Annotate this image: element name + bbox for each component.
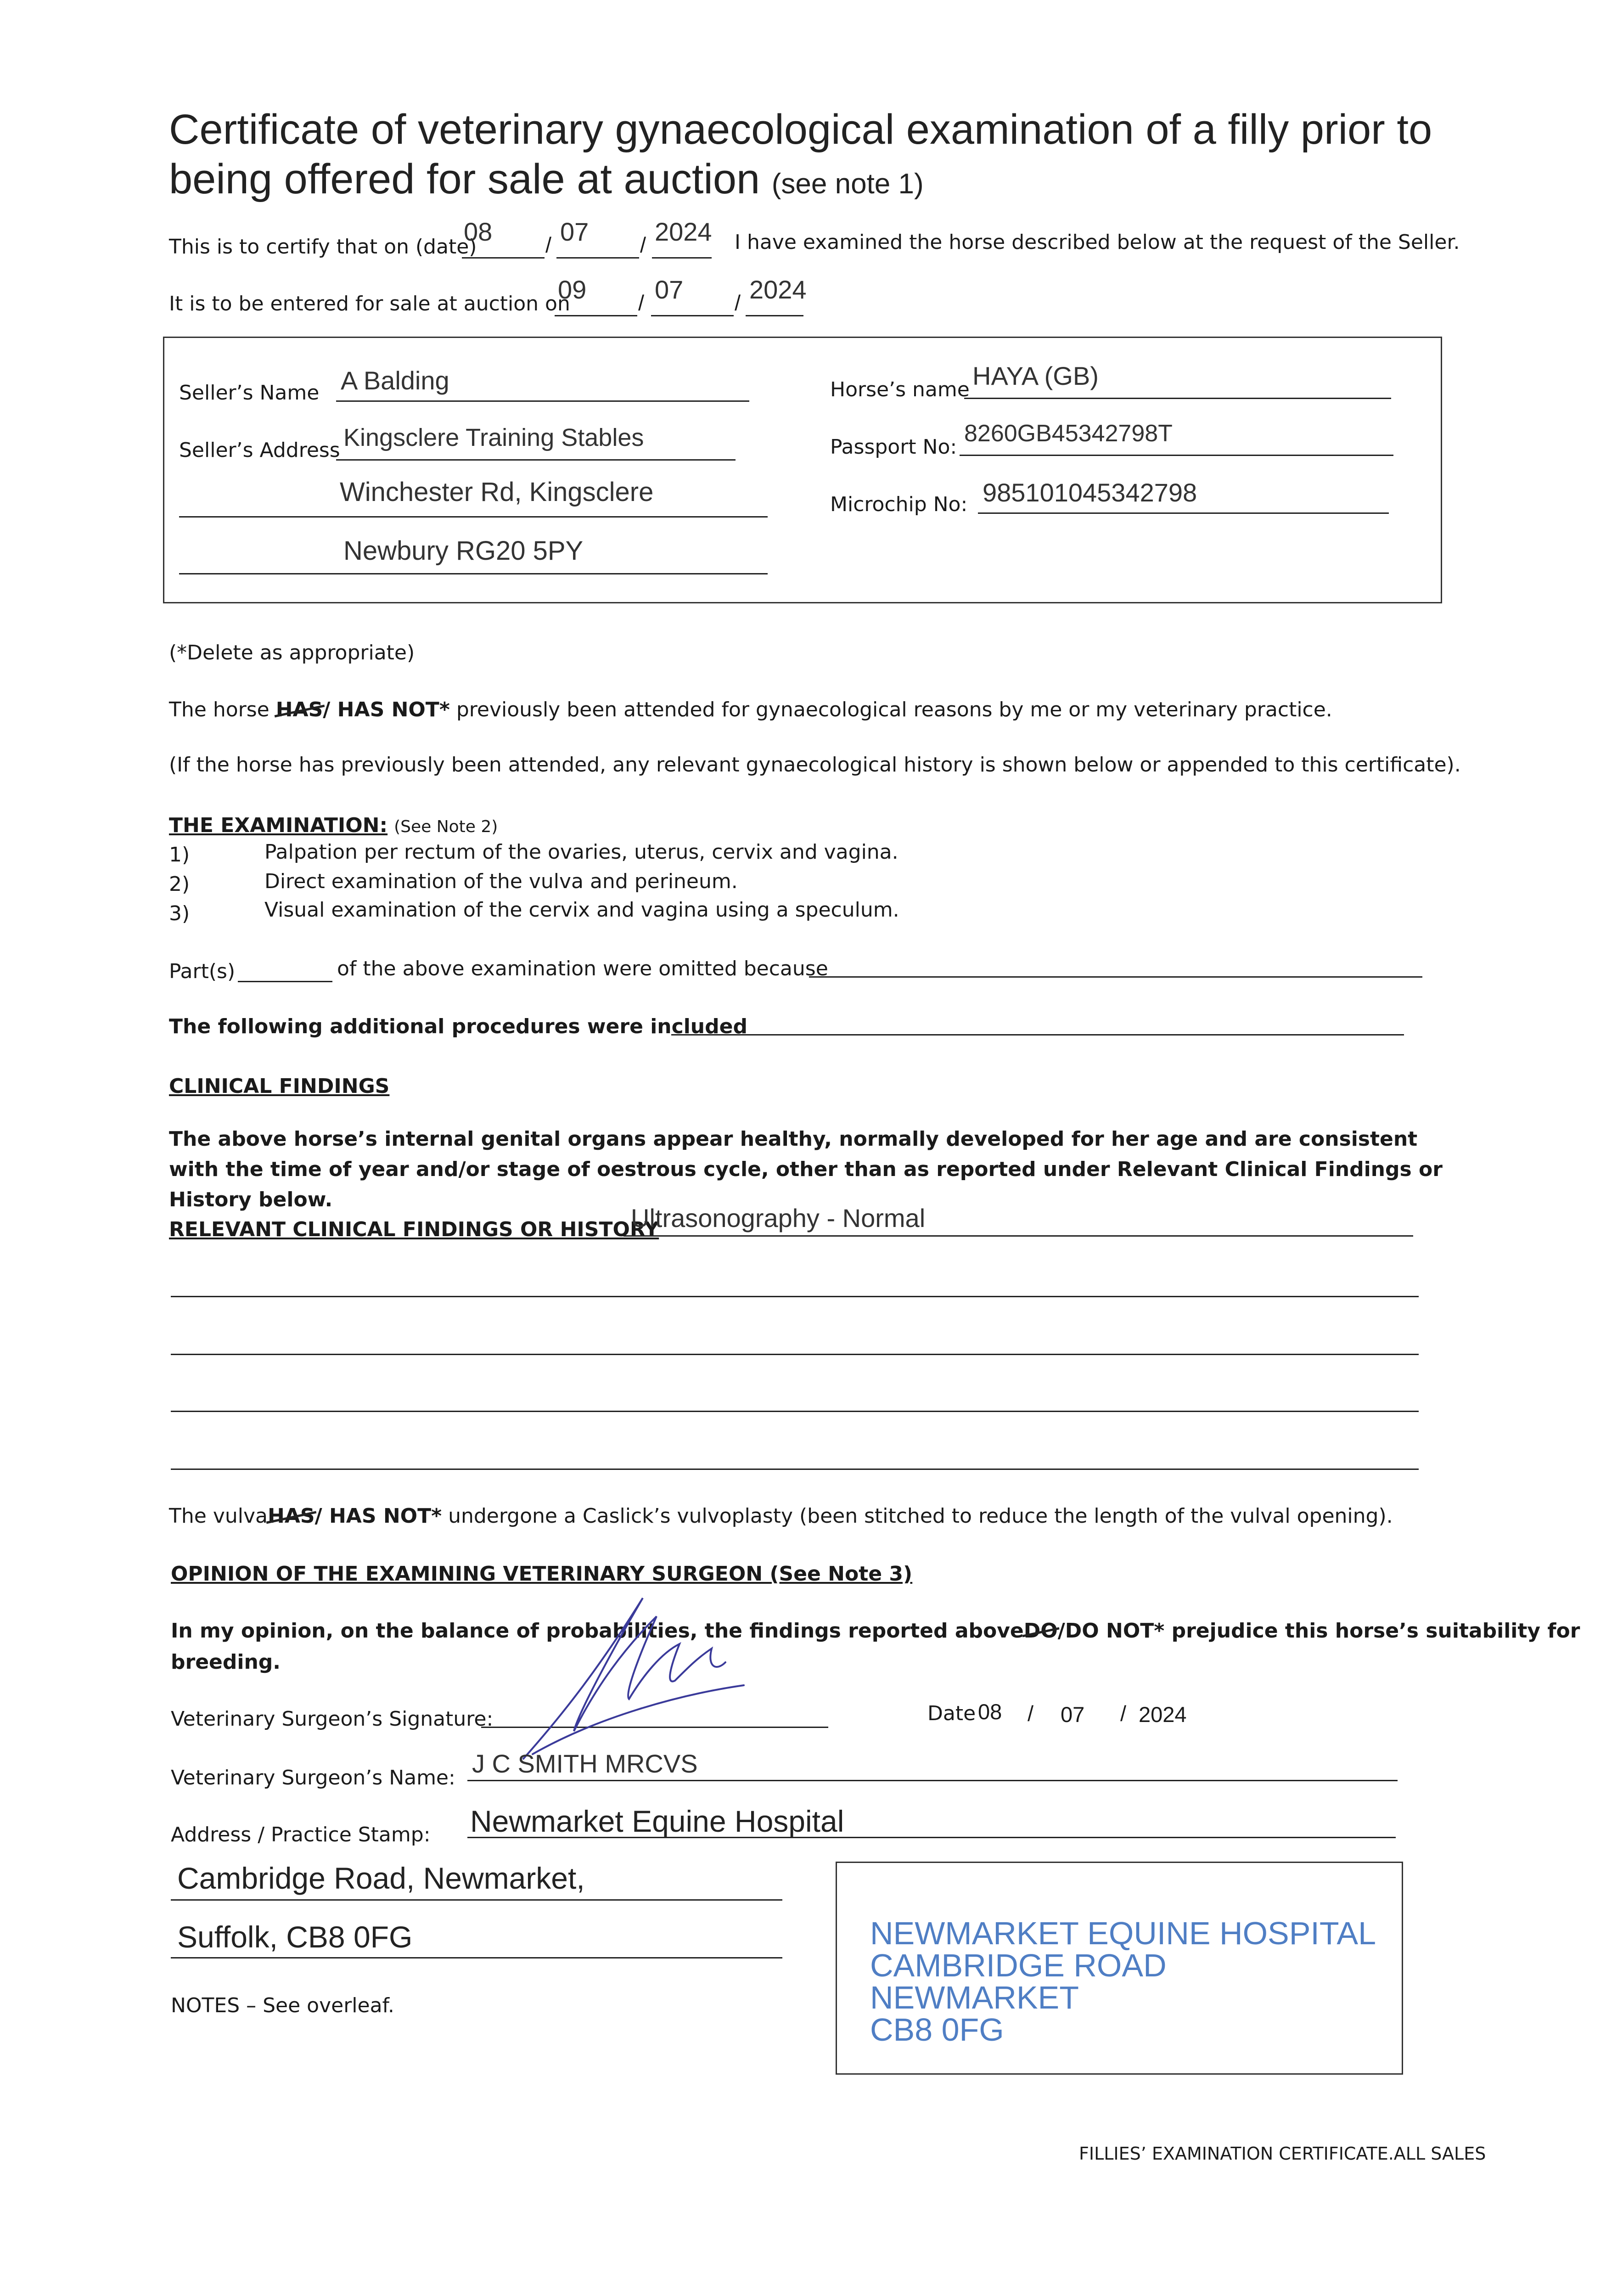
- attended-choice: / HAS NOT*: [323, 698, 450, 721]
- additional-procedures-label: The following additional procedures were included: [169, 1015, 747, 1038]
- clinical-findings-heading: CLINICAL FINDINGS: [169, 1075, 390, 1098]
- seller-address-label: Seller’s Address: [179, 439, 340, 462]
- stamp-line: NEWMARKET EQUINE HOSPITAL: [870, 1915, 1376, 1951]
- exam-item-text: Direct examination of the vulva and perineum.: [264, 870, 738, 893]
- examination-heading: THE EXAMINATION: (See Note 2): [169, 814, 498, 837]
- sale-date-month: 07: [655, 275, 684, 304]
- vulva-choice: / HAS NOT*: [314, 1504, 442, 1528]
- exam-item-text: Visual examination of the cervix and vagina using a speculum.: [264, 898, 899, 922]
- exam-item-num: 2): [169, 872, 190, 896]
- passport-number: 8260GB45342798T: [964, 420, 1173, 447]
- sale-date-prefix: It is to be entered for sale at auction on: [169, 292, 570, 315]
- seller-name-label: Seller’s Name: [179, 381, 320, 405]
- stamp-line: NEWMARKET: [870, 1980, 1079, 2015]
- practice-name: Newmarket Equine Hospital: [470, 1804, 844, 1838]
- attended-sentence: The horse HAS/ HAS NOT* previously been attended for gynaecological reasons by me or my veterinary practice.: [169, 698, 1332, 721]
- seller-address-line1: Kingsclere Training Stables: [343, 424, 644, 451]
- passport-label: Passport No:: [830, 435, 957, 459]
- microchip-label: Microchip No:: [830, 493, 968, 516]
- exam-date-day: 08: [464, 217, 493, 246]
- clinical-statement: The above horse’s internal genital organs appear healthy, normally developed for her age and are consistent with the time of year and/or stage of oestrous cycle, other than as reported under Relevant Clinical Findings or History below.: [169, 1127, 1443, 1211]
- stamp-line: CAMBRIDGE ROAD: [870, 1947, 1167, 1983]
- seller-address-line2: Winchester Rd, Kingsclere: [340, 477, 654, 507]
- vulva-struck-option: HAS: [267, 1504, 315, 1528]
- vulva-sentence: The vulvaHAS/ HAS NOT* undergone a Caslick’s vulvoplasty (been stitched to reduce the length of the vulval opening).: [169, 1504, 1393, 1528]
- relevant-findings-value: Ultrasonography - Normal: [631, 1204, 926, 1232]
- notes-line: NOTES – See overleaf.: [171, 1994, 394, 2017]
- sale-date-day: 09: [558, 275, 587, 304]
- exam-item-num: 3): [169, 902, 190, 925]
- delete-note: (*Delete as appropriate): [169, 641, 415, 664]
- omitted-prefix: Part(s): [169, 960, 236, 983]
- horse-name-label: Horse’s name: [830, 378, 970, 401]
- horse-name: HAYA (GB): [972, 361, 1099, 390]
- microchip-number: 985101045342798: [983, 478, 1197, 507]
- practice-address-label: Address / Practice Stamp:: [171, 1823, 431, 1846]
- exam-date-suffix: I have examined the horse described below at the request of the Seller.: [735, 231, 1460, 254]
- sale-date-year: 2024: [749, 275, 807, 304]
- title-main: Certificate of veterinary gynaecological examination of a filly prior to being offered for sale at auction: [169, 106, 1432, 203]
- footer-label: FILLIES’ EXAMINATION CERTIFICATE.ALL SALES: [1079, 2144, 1486, 2164]
- practice-address-line2: Suffolk, CB8 0FG: [177, 1920, 413, 1954]
- relevant-findings-label: RELEVANT CLINICAL FINDINGS OR HISTORY: [169, 1218, 659, 1241]
- surgeon-name-label: Veterinary Surgeon’s Name:: [171, 1766, 455, 1790]
- exam-item-text: Palpation per rectum of the ovaries, uterus, cervix and vagina.: [264, 840, 899, 864]
- practice-stamp: [836, 1862, 1403, 2075]
- opinion-text: In my opinion, on the balance of probabilities, the findings reported aboveDO/DO NOT* prejudice this horse’s suitability for: [171, 1619, 1580, 1643]
- seller-address-line3: Newbury RG20 5PY: [343, 536, 584, 566]
- exam-date-year: 2024: [655, 217, 712, 246]
- certificate-title: [169, 105, 1500, 209]
- title-note: (see note 1): [771, 168, 924, 200]
- opinion-heading: OPINION OF THE EXAMINING VETERINARY SURGEON (See Note 3): [171, 1562, 913, 1586]
- exam-item-num: 1): [169, 843, 190, 867]
- history-note: (If the horse has previously been attended, any relevant gynaecological history is shown below or appended to this certificate).: [169, 753, 1461, 777]
- practice-address-line1: Cambridge Road, Newmarket,: [177, 1861, 585, 1895]
- omitted-middle: of the above examination were omitted because: [337, 957, 828, 980]
- exam-date-month: 07: [560, 217, 589, 246]
- signature-date-year: 2024: [1139, 1702, 1187, 1727]
- opinion-struck-option: DO: [1023, 1619, 1058, 1643]
- attended-struck-option: HAS: [275, 698, 323, 721]
- stamp-line: CB8 0FG: [870, 2012, 1004, 2048]
- seller-name: A Balding: [341, 366, 449, 395]
- opinion-text-end: breeding.: [171, 1650, 281, 1674]
- signature-date-day: 08: [978, 1699, 1002, 1724]
- surgeon-name: J C SMITH MRCVS: [472, 1749, 698, 1778]
- signature-scribble: [505, 1580, 762, 1773]
- signature-label: Veterinary Surgeon’s Signature:: [171, 1707, 494, 1731]
- signature-date-month: 07: [1061, 1702, 1085, 1727]
- date-label: Date: [927, 1702, 976, 1725]
- exam-date-prefix: This is to certify that on (date): [169, 235, 477, 259]
